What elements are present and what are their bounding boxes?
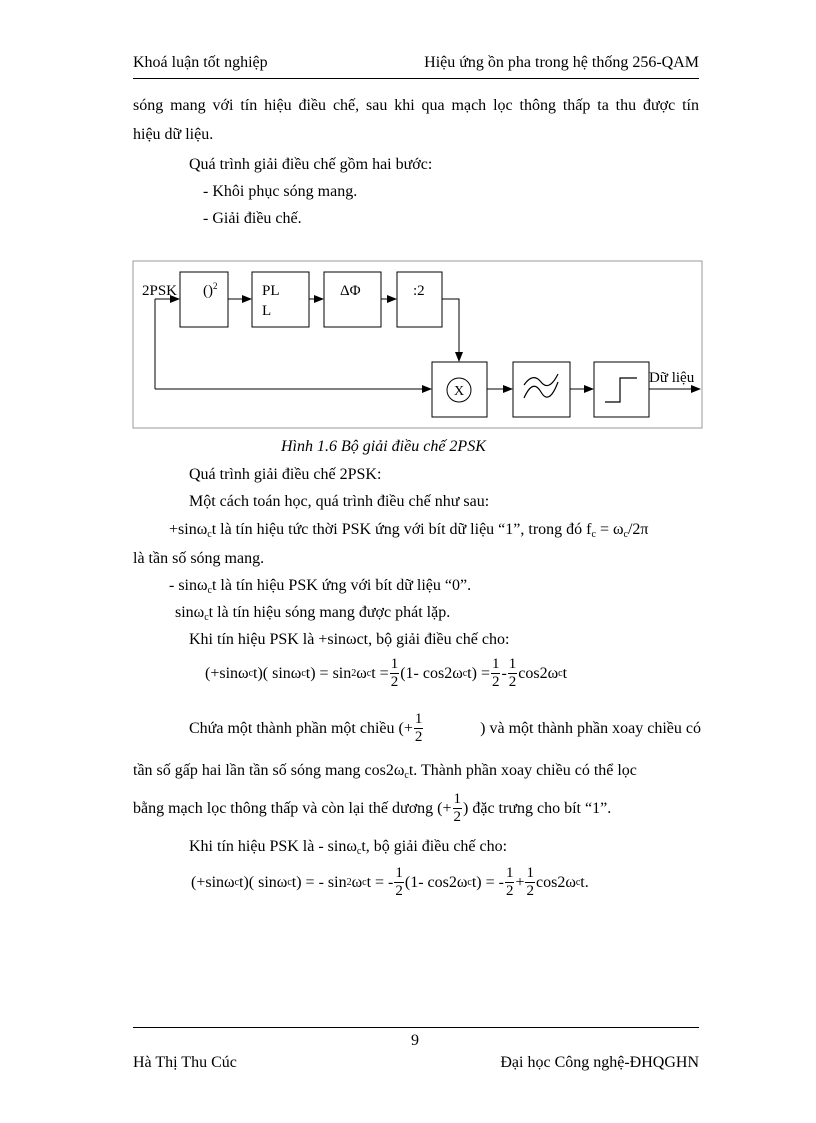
footer-institution: Đại học Công nghệ-ĐHQGHN: [500, 1054, 699, 1071]
eq1-frac-b: $\frac{1}{2}$: [491, 656, 500, 690]
step-2: - Giải điều chế.: [203, 210, 302, 227]
pll-block: [252, 272, 309, 327]
lowpass-filter-icon-2: [524, 374, 558, 386]
eq1-frac-a: $\frac{1}{2}$: [390, 656, 399, 690]
page-number: 9: [411, 1032, 419, 1049]
eq2-frac-a: $\frac{1}{2}$: [395, 865, 403, 899]
demod-intro: Quá trình giải điều chế gồm hai bước:: [189, 156, 433, 173]
lowpass-filter-icon: [524, 382, 558, 398]
figure-caption: Hình 1.6 Bộ giải điều chế 2PSK: [281, 438, 486, 455]
divider-label: :2: [413, 283, 425, 299]
decision-block: [594, 362, 649, 417]
para1-line1: sóng mang với tín hiệu điều chế, sau khi qua mạch lọc thông thấp ta thu được tín: [133, 97, 699, 114]
dc-frac-1: $\frac{1}{2}$: [414, 711, 423, 745]
p-carrier: sinω$_c$t là tín hiệu sóng mang được phát lặp.: [175, 604, 451, 623]
square-label: ()$^2$: [203, 281, 218, 299]
p-dc-line3: bằng mạch lọc thông thấp và còn lại thế dương (+ $\frac{1}{2}$ ) đặc trưng cho bít “1”.: [133, 791, 612, 825]
eq1-frac-c: $\frac{1}{2}$: [508, 656, 517, 690]
lowpass-filter-block: [513, 362, 570, 417]
output-label: Dữ liệu: [649, 370, 695, 386]
header-right: Hiệu ứng ồn pha trong hệ thống 256-QAM: [424, 54, 699, 71]
para1-line2: hiệu dữ liệu.: [133, 126, 214, 143]
step-function-icon: [605, 378, 637, 402]
p-plus-line1: +sinω$_c$t là tín hiệu tức thời PSK ứng với bít dữ liệu “1”, trong đó $f_c = \omega_c/2\pi$: [169, 521, 649, 540]
square-block: [180, 272, 228, 327]
p-2psk: Quá trình giải điều chế 2PSK:: [189, 466, 382, 483]
divider-block: [397, 272, 442, 327]
eq2-frac-c: $\frac{1}{2}$: [526, 865, 534, 899]
dc-frac-2: $\frac{1}{2}$: [453, 791, 462, 825]
p-plus-line2: là tần số sóng mang.: [133, 550, 265, 567]
step-1: - Khôi phục sóng mang.: [203, 183, 358, 200]
phase-label: ΔΦ: [340, 283, 361, 299]
divider-to-mixer-line: [442, 299, 459, 361]
eq2-frac-b: $\frac{1}{2}$: [505, 865, 514, 899]
header-left: Khoá luận tốt nghiệp: [133, 54, 268, 71]
mixer-label: X: [453, 384, 465, 399]
p-when-minus: Khi tín hiệu PSK là - sinω$_c$t, bộ giải điều chế cho:: [189, 838, 508, 857]
input-label: 2PSK: [142, 283, 178, 299]
equation-1: (+sinω c t)( sinω c t) = sin 2 ω c t = $\frac{1}{2}$ (1- cos2ω c t) = $\frac{1}{2}$ - $\frac{1}{2}$ cos2ω c t: [205, 656, 568, 690]
p-minus: - sinω$_c$t là tín hiệu PSK ứng với bít dữ liệu “0”.: [169, 577, 472, 596]
equation-2: (+sinω c t)( sinω c t) = - sin 2 ω c t = - $\frac{1}{2}$ (1- cos2ω c t) = - $\frac{1}{2}$ + $\frac{1}{2}$ cos2ω c t.: [191, 865, 589, 899]
phase-block: [324, 272, 381, 327]
footer-rule: [133, 1027, 699, 1028]
p-dc-line1: Chứa một thành phần một chiều (+ $\frac{1}{2}$ ) và một thành phần xoay chiều có: [189, 711, 701, 745]
footer-author: Hà Thị Thu Cúc: [133, 1054, 237, 1071]
pll-label-line1: PL: [262, 283, 280, 299]
p-math: Một cách toán học, quá trình điều chế như sau:: [189, 493, 490, 510]
pll-label-line2: L: [262, 303, 272, 319]
p-when-plus: Khi tín hiệu PSK là +sinωct, bộ giải điều chế cho:: [189, 631, 510, 648]
p-dc-line2: tần số gấp hai lần tần số sóng mang $\cos 2\omega_ct$. Thành phần xoay chiều có thể lọc: [133, 762, 637, 781]
